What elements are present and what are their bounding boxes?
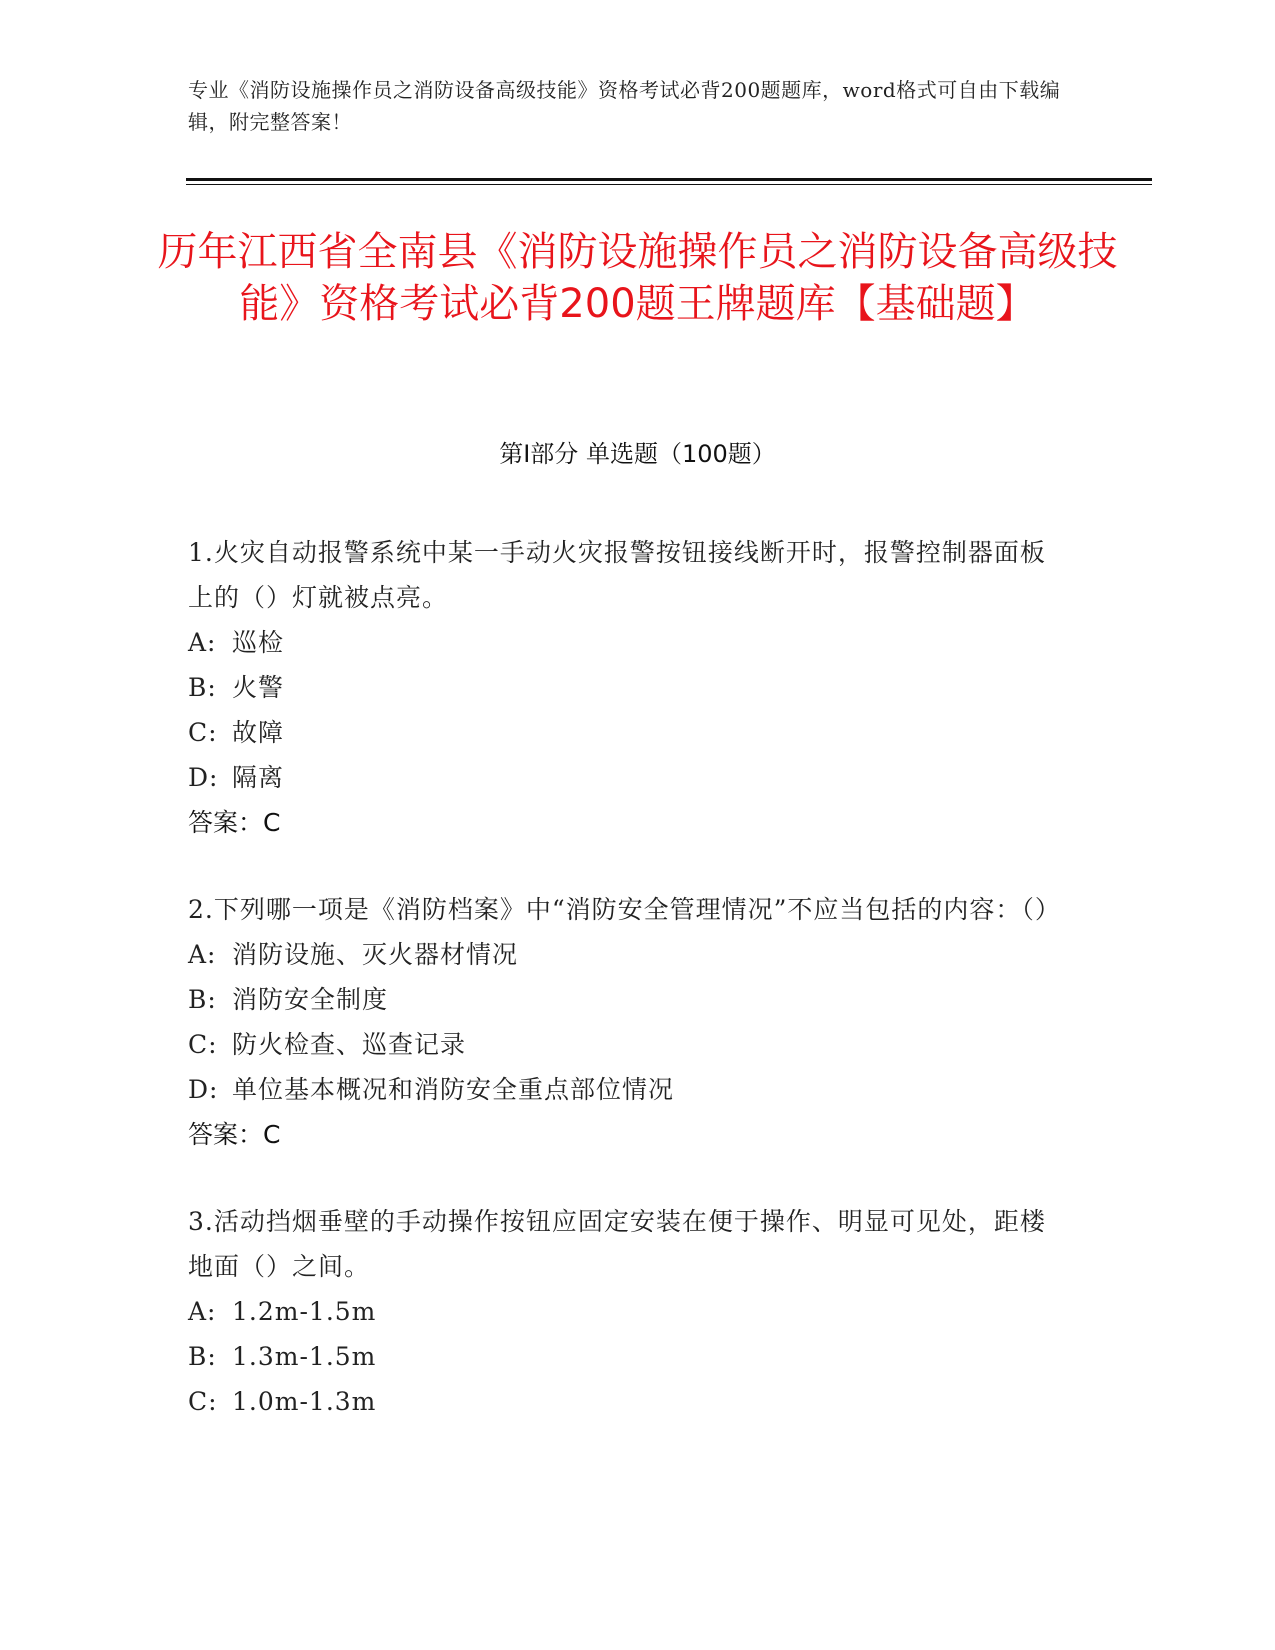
option-a	[188, 932, 1068, 977]
option-text: 消防安全制度	[232, 985, 389, 1014]
option-c	[188, 1022, 1068, 1067]
option-letter: C:	[188, 718, 218, 747]
answer: 答案：C	[188, 808, 281, 837]
header-divider-thin	[186, 184, 1152, 185]
option-letter: B:	[188, 1342, 217, 1371]
option-text: 防火检查、巡查记录	[232, 1030, 467, 1059]
option-c	[188, 1379, 1068, 1424]
section-title: 第I部分 单选题（100题）	[499, 440, 776, 468]
option-letter: A:	[188, 940, 217, 969]
option-c	[188, 710, 1068, 755]
option-text: 隔离	[232, 763, 285, 792]
option-letter: B:	[188, 673, 217, 702]
option-a	[188, 1289, 1068, 1334]
header-divider-thick	[186, 178, 1152, 181]
option-text: 故障	[232, 718, 285, 747]
question-3	[188, 1199, 1068, 1424]
question-stem: 1.火灾自动报警系统中某一手动火灾报警按钮接线断开时，报警控制器面板上的（）灯就被点亮。	[188, 538, 1046, 612]
option-text: 1.2m-1.5m	[232, 1297, 377, 1326]
option-text: 1.0m-1.3m	[232, 1387, 377, 1416]
option-b	[188, 1334, 1068, 1379]
option-letter: D:	[188, 763, 219, 792]
option-text: 消防设施、灭火器材情况	[232, 940, 519, 969]
option-b	[188, 665, 1068, 710]
answer: 答案：C	[188, 1120, 281, 1149]
header-note: 专业《消防设施操作员之消防设备高级技能》资格考试必背200题题库，word格式可自由下载编辑，附完整答案！	[188, 78, 1061, 134]
option-d	[188, 755, 1068, 800]
option-text: 火警	[232, 673, 285, 702]
question-1	[188, 530, 1068, 845]
question-stem: 3.活动挡烟垂壁的手动操作按钮应固定安装在便于操作、明显可见处，距楼地面（）之间。	[188, 1207, 1046, 1281]
option-letter: D:	[188, 1075, 219, 1104]
option-letter: A:	[188, 1297, 217, 1326]
option-text: 单位基本概况和消防安全重点部位情况	[232, 1075, 675, 1104]
question-stem: 2.下列哪一项是《消防档案》中“消防安全管理情况”不应当包括的内容：（）	[188, 895, 1061, 924]
option-text: 巡检	[232, 628, 285, 657]
question-2	[188, 887, 1068, 1157]
option-a	[188, 620, 1068, 665]
option-letter: C:	[188, 1030, 218, 1059]
option-b	[188, 977, 1068, 1022]
question-list	[188, 530, 1068, 1466]
option-letter: C:	[188, 1387, 218, 1416]
option-text: 1.3m-1.5m	[232, 1342, 377, 1371]
document-title: 历年江西省全南县《消防设施操作员之消防设备高级技能》资格考试必背200题王牌题库【基础题】	[157, 229, 1118, 327]
option-letter: A:	[188, 628, 217, 657]
option-letter: B:	[188, 985, 217, 1014]
option-d	[188, 1067, 1068, 1112]
